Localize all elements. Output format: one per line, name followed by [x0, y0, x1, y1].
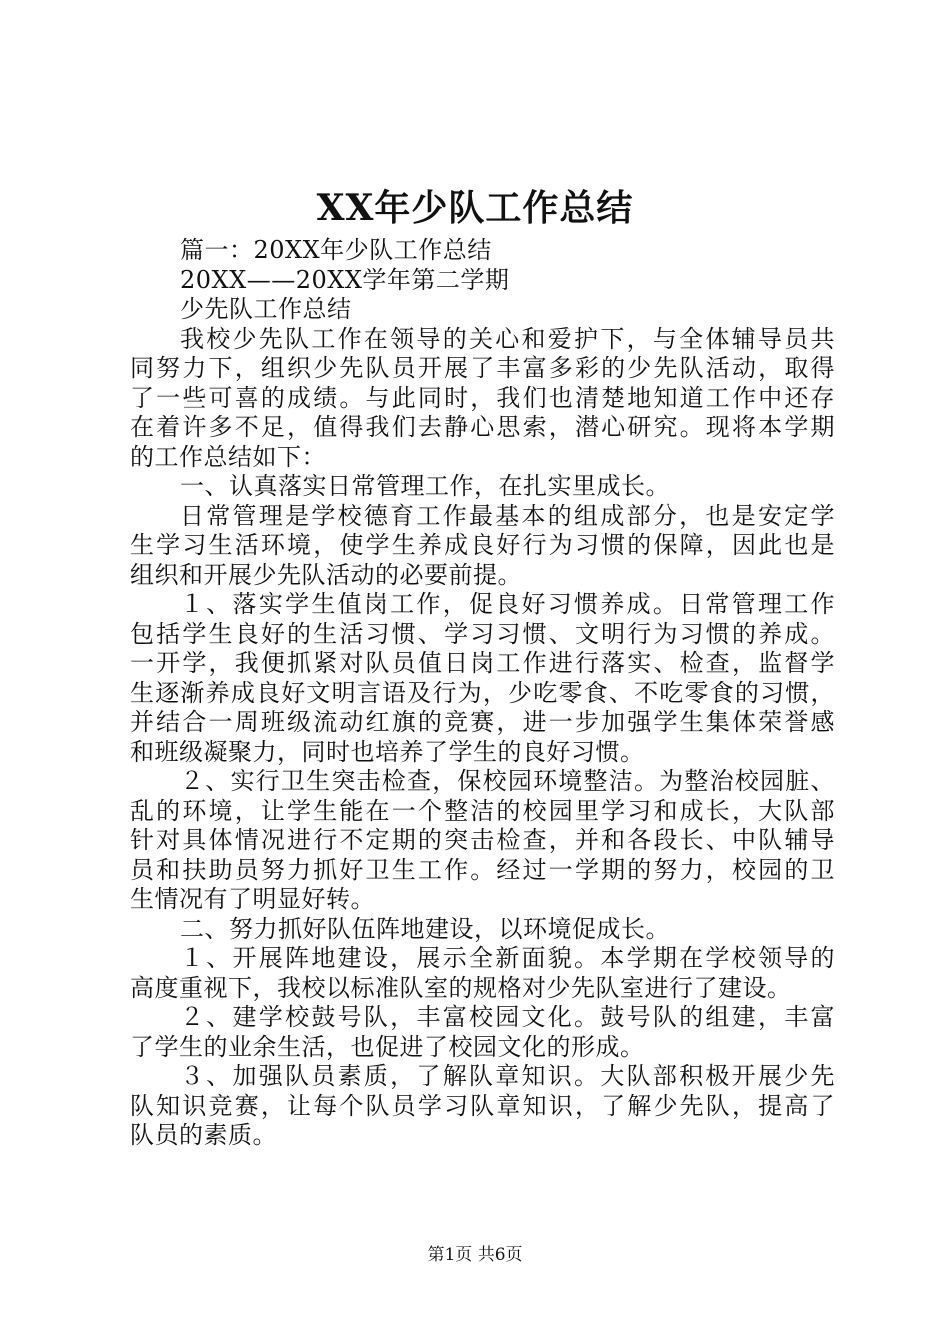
text-line: 乱的环境，让学生能在一个整洁的校园里学习和成长，大队部	[130, 796, 835, 825]
text-line: 日常管理是学校德育工作最基本的组成部分，也是安定学	[180, 501, 835, 530]
text-line: 员和扶助员努力抓好卫生工作。经过一学期的努力，校园的卫	[130, 855, 835, 884]
text-line: １、开展阵地建设，展示全新面貌。本学期在学校领导的	[180, 944, 835, 972]
text-line: 并结合一周班级流动红旗的竞赛，进一步加强学生集体荣誉感	[130, 708, 835, 736]
page-footer: 第1页 共6页	[427, 1245, 523, 1265]
text-line: ３、加强队员素质，了解队章知识。大队部积极开展少先	[180, 1062, 835, 1090]
text-line: 篇一：20XX年少队工作总结	[180, 236, 492, 264]
document-body	[130, 236, 835, 1151]
text-line: ２、建学校鼓号队，丰富校园文化。鼓号队的组建，丰富	[180, 1003, 835, 1031]
text-line: 队知识竞赛，让每个队员学习队章知识，了解少先队，提高了	[130, 1091, 835, 1120]
text-line: 一、认真落实日常管理工作，在扎实里成长。	[180, 472, 670, 500]
text-line: 高度重视下，我校以标准队室的规格对少先队室进行了建设。	[130, 973, 792, 1002]
text-line: 生学习生活环境，使学生养成良好行为习惯的保障，因此也是	[130, 531, 835, 559]
text-line: １、落实学生值岗工作，促良好习惯养成。日常管理工作	[180, 590, 835, 618]
text-line: 组织和开展少先队活动的必要前提。	[130, 560, 522, 589]
text-line: 了学生的业余生活，也促进了校园文化的形成。	[130, 1032, 645, 1061]
text-line: 的工作总结如下：	[130, 442, 326, 471]
text-line: 二、努力抓好队伍阵地建设，以环境促成长。	[180, 914, 670, 943]
text-line: 生逐渐养成良好文明言语及行为，少吃零食、不吃零食的习惯，	[130, 678, 835, 707]
text-line: 同努力下，组织少先队员开展了丰富多彩的少先队活动，取得	[130, 354, 835, 382]
document-title: XX年少队工作总结	[316, 187, 634, 229]
text-line: 针对具体情况进行不定期的突击检查，并和各段长、中队辅导	[130, 826, 835, 854]
text-line: 一开学，我便抓紧对队员值日岗工作进行落实、检查，监督学	[130, 649, 835, 677]
text-line: 了一些可喜的成绩。与此同时，我们也清楚地知道工作中还存	[130, 383, 835, 412]
text-line: 20XX——20XX学年第二学期	[180, 265, 510, 294]
text-line: 包括学生良好的生活习惯、学习习惯、文明行为习惯的养成。	[130, 619, 835, 648]
text-line: 我校少先队工作在领导的关心和爱护下，与全体辅导员共	[180, 324, 835, 353]
text-line: 和班级凝聚力，同时也培养了学生的良好习惯。	[130, 737, 645, 766]
text-line: 生情况有了明显好转。	[130, 885, 375, 913]
text-line: 少先队工作总结	[180, 295, 352, 323]
text-line: 在着许多不足，值得我们去静心思索，潜心研究。现将本学期	[130, 413, 835, 441]
text-line: ２、实行卫生突击检查，保校园环境整洁。为整治校园脏、	[180, 767, 835, 795]
text-line: 队员的素质。	[130, 1121, 277, 1149]
